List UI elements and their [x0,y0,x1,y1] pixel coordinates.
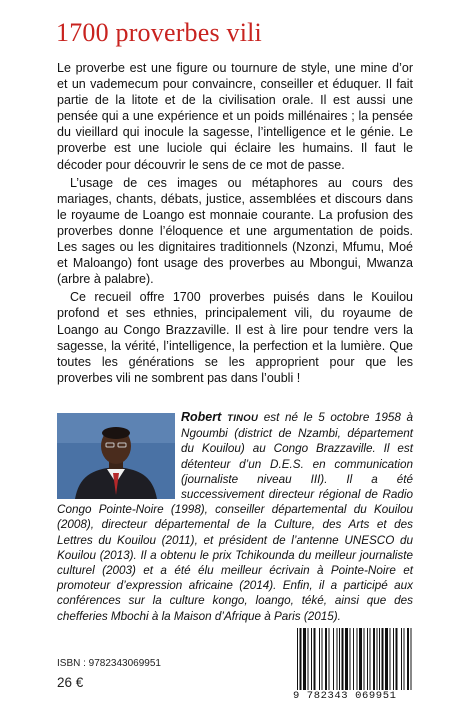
author-bio [57,410,413,624]
author-bio-text: est né le 5 octobre 1958 à Ngoumbi (district de Nzambi, département du Kouilou) au Congo Brazzaville. Il est détenteur d’un D.E.S. en communication (journaliste niveau III). Il a été successivement directeur régional de Radio Congo Pointe-Noire (1998), conseiller départemental du Kouilou (2008), directeur départemental de la Culture, des Arts et des Lettres du Kouilou (2011), et président de l’antenne UNESCO du Kouilou (2013). Il a obtenu le prix Tchikounda du meilleur journaliste culturel (2003) et a été élu meilleur écrivain à Pointe-Noire et promoteur d’expression africaine (2014). Enfin, il a participé aux conférences sur la culture kongo, loango, téké, ainsi que des chefferies Mbochi à la Maison d’Afrique à Paris (2015). [57,411,414,623]
book-title: 1700 proverbes vili [56,18,262,47]
photo-float-spacer [57,410,181,502]
author-name: Robert TINOU [181,410,259,424]
barcode-digits: 9 782343 069951 [289,690,421,702]
blurb-paragraph-1: Le proverbe est une figure ou tournure de style, une mine d’or et un vademecum pour convaincre, conseiller et éduquer. Il fait partie de la litote et de la civilisation orale. Il est aussi une pensée qui a une expérience et un poids millénaires ; la pensée du vieillard qui inocule la sagesse, l’intelligence et le génie. Le proverbe est une luciole qui éclaire les humains. Il faut le décoder pour découvrir le sens de ce mot de passe. [57,61,413,172]
price: 26 € [57,675,84,690]
blurb [57,60,413,388]
isbn: ISBN : 9782343069951 [57,658,161,669]
blurb-paragraph-3: Ce recueil offre 1700 proverbes puisés dans le Kouilou profond et ses ethnies, principalement vili, du royaume de Loango au Congo Brazzaville. Il est à lire pour tendre vers la sagesse, la vérité, l’intelligence, la perfection et la lumière. Que toutes les générations se les approprient pour que les proverbes vili ne sombrent pas dans l’oubli ! [57,290,413,385]
blurb-paragraph-2: L’usage de ces images ou métaphores au cours des mariages, chants, débats, justice, assemblées et discours dans le royaume de Loango est monnaie courante. La profusion des proverbes donne l’éloquence et une argumentation de poids. Les sages ou les dignitaires traditionnels (Nzonzi, Mfumu, Moé et Maloango) font usage des proverbes au Mbongui, Mwanza (arbre à palabre). [57,175,413,287]
